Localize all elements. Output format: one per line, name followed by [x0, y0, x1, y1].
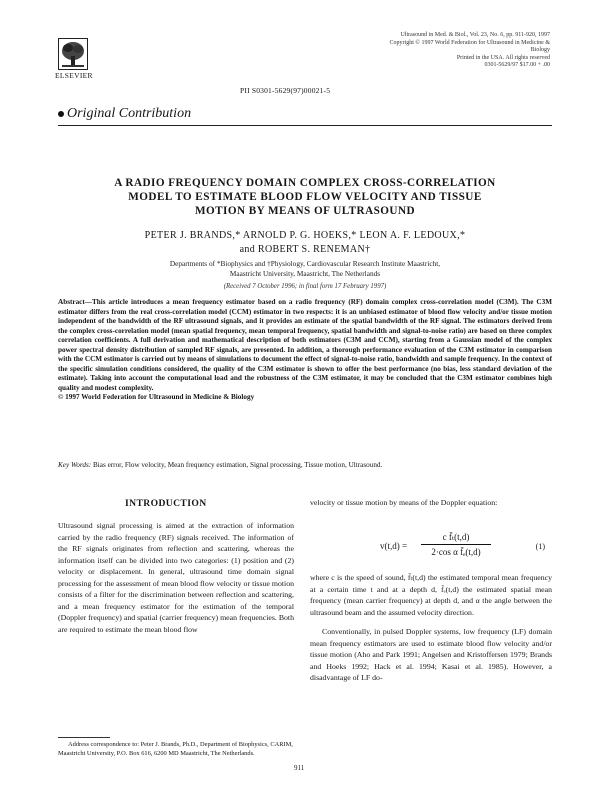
section-heading-introduction: INTRODUCTION	[125, 498, 207, 509]
journal-info-line: Ultrasound in Med. & Biol., Vol. 23, No. 6, pp. 911-920, 1997	[400, 32, 550, 38]
abstract	[58, 298, 552, 403]
affiliation-line: Departments of *Biophysics and †Physiology, Cardiovascular Research Institute Maastricht,	[169, 259, 441, 268]
title-line: MODEL TO ESTIMATE BLOOD FLOW VELOCITY AND TISSUE	[128, 190, 482, 203]
bullet-icon	[58, 111, 64, 117]
footnote-divider	[58, 737, 110, 738]
paragraph: where c is the speed of sound, f̄ₜ(t,d) the estimated temporal mean frequency at a certain time t and at a depth d, f̄ₑ(t,d) the estimated spatial mean frequency (mean carrier frequency) at depth d, and α the angle between the ultrasound beam and the assumed velocity direction.	[310, 573, 552, 617]
keywords-text: Bias error, Flow velocity, Mean frequency estimation, Signal processing, Tissue motion, Ultrasound.	[93, 461, 383, 469]
title-line: A RADIO FREQUENCY DOMAIN COMPLEX CROSS-CORRELATION	[114, 177, 496, 189]
equation-denominator: 2·cos α f̄ₑ(t,d)	[431, 547, 481, 557]
page-number: 911	[294, 764, 305, 772]
publisher-logo	[58, 38, 88, 70]
publisher-name: ELSEVIER	[55, 71, 93, 80]
body-text-left: Ultrasound signal processing is aimed at the extraction of information carried by the radio frequency (RF) signals received. The information of the RF signals originates from reflection and scattering, whereas the information itself can be divided into two categories: (1) position and (2) velocity or displacement. In general, ultrasound time domain signal processing for the assessment of mean blood flow velocity or tissue motion consists of a filter for the discrimination between reflection and scattering, and a mean frequency estimator for the estimation of the temporal (Doppler frequency) and spatial (carrier frequency) mean frequencies. Both are required to estimate the mean blood flow	[58, 521, 294, 634]
correspondence-footnote: Address correspondence to: Peter J. Brands, Ph.D., Department of Biophysics, CARIM, Maastricht University, P.O. Box 616, 6200 MD Maastricht, The Netherlands.	[58, 741, 293, 757]
journal-info	[385, 32, 550, 70]
journal-info-line: Copyright © 1997 World Federation for Ultrasound in Medicine & Biology	[389, 39, 550, 54]
abstract-label: Abstract—	[58, 298, 92, 306]
keywords	[58, 461, 552, 470]
title-line: MOTION BY MEANS OF ULTRASOUND	[194, 204, 416, 217]
fraction-bar	[421, 544, 491, 545]
body-text-right-bottom	[310, 572, 552, 684]
equation-lhs: v(t,d) =	[380, 541, 408, 551]
elsevier-tree-icon	[58, 38, 88, 70]
paragraph: Conventionally, in pulsed Doppler systems, low frequency (LF) domain mean frequency estimators are used to estimate blood flow velocity and/or tissue motion (Aho and Park 1991; Angelsen and Kristoffersen 1979; Brands and Hoeks 1992; Hack et al. 1994; Kasai et al. 1985). However, a disadvantage of LF do-	[310, 627, 552, 682]
pii-identifier: PII S0301-5629(97)00021-5	[240, 86, 331, 95]
header-divider	[58, 125, 552, 126]
received-dates: (Received 7 October 1996; in final form 17 February 1997)	[223, 283, 387, 290]
article-title	[75, 177, 535, 218]
equation-fraction	[421, 531, 491, 558]
equation-number: (1)	[535, 542, 545, 551]
equation-numerator: c f̄ₜ(t,d)	[442, 532, 470, 542]
doppler-equation	[380, 530, 545, 564]
section-label-text: Original Contribution	[67, 106, 192, 121]
author-list	[80, 229, 530, 257]
affiliation	[140, 259, 470, 278]
keywords-label: Key Words:	[58, 461, 92, 469]
copyright-line: © 1997 World Federation for Ultrasound in Medicine & Biology	[58, 393, 255, 401]
authors-line: and ROBERT S. RENEMAN†	[239, 244, 371, 255]
journal-info-line: 0301-5629/97 $17.00 + .00	[484, 62, 550, 69]
authors-line: PETER J. BRANDS,* ARNOLD P. G. HOEKS,* LEON A. F. LEDOUX,*	[144, 230, 466, 241]
section-label	[58, 106, 191, 122]
affiliation-line: Maastricht University, Maastricht, The Netherlands	[229, 268, 381, 278]
abstract-text: This article introduces a mean frequency estimator based on a radio frequency (RF) domain complex cross-correlation model (C3M). The C3M estimator differs from the real cross-correlation model (CCM) estimator in two respects: it is an unbiased estimator of blood flow velocity and/or tissue motion independent of the bandwidth of the RF ultrasound signals, and it provides an estimate of the spatial bandwidth of the RF signal. The estimators derived from the complex cross-correlation model (mean spatial frequency, mean temporal frequency, spatial bandwidth and signal-to-noise ratio) are based on three complex correlation coefficients. A full derivation and mathematical description of both estimators (C3M and CCM), starting from a Gaussian model of the complex power spectral density distribution of sampled RF signals, are presented. In addition, a thorough performance evaluation of the C3M estimator in comparison with the CCM estimator is carried out by means of simulations to document the effect of signal-to-noise ratio, bandwidth and sample frequency. In the context of the specific simulation conditions considered, the quality of the C3M estimator is shown to offer the best performance (no bias, less standard deviation of the estimate). Taking into account the computational load and the robustness of the C3M estimator, it may be concluded that the C3M estimator combines high quality and modest complexity.	[58, 298, 552, 392]
body-text-right-top: velocity or tissue motion by means of the Doppler equation:	[310, 498, 498, 507]
journal-info-line: Printed in the USA. All rights reserved	[456, 54, 550, 61]
